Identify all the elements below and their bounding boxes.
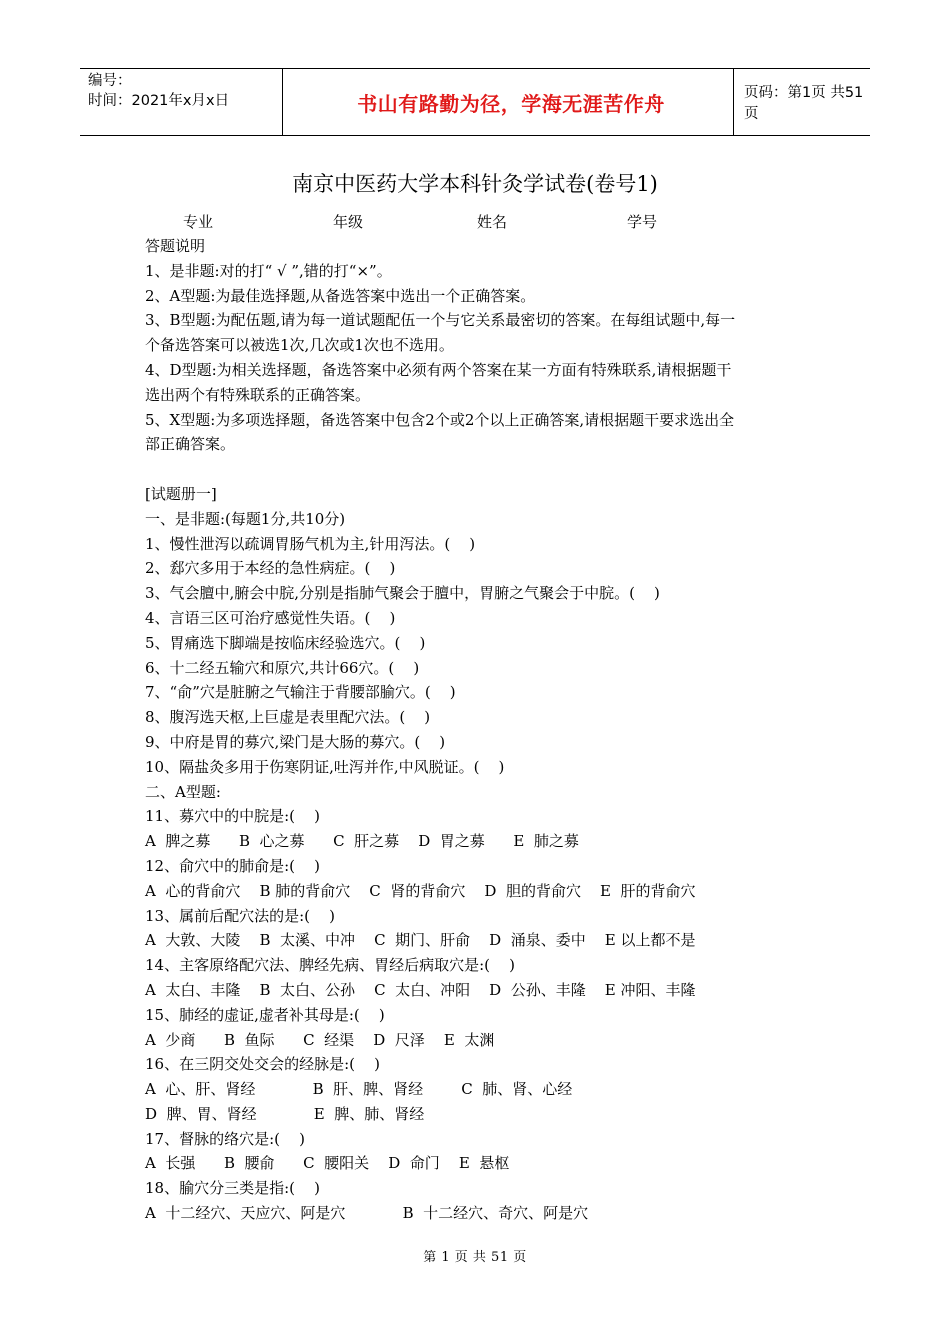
text-line: 5、X型题:为多项选择题，备选答案中包含2个或2个以上正确答案,请根据题干要求选出全 [145, 410, 735, 429]
header-page-cell [734, 69, 870, 135]
header-motto-cell [282, 69, 734, 135]
text-line: 1、慢性泄泻以疏调胃肠气机为主,针用泻法。( ) [145, 534, 476, 553]
text-line: 6、十二经五输穴和原穴,共计66穴。( ) [145, 658, 420, 677]
text-line: 13、属前后配穴法的是:( ) [145, 906, 335, 925]
text-line: A 太白、丰隆 B 太白、公孙 C 太白、冲阳 D 公孙、丰隆 E 冲阳、丰隆 [145, 980, 696, 999]
text-line: 3、气会膻中,腑会中脘,分别是指肺气聚会于膻中，胃腑之气聚会于中脘。( ) [145, 584, 660, 603]
text-line: 2、郄穴多用于本经的急性病症。( ) [145, 559, 396, 578]
major-field: 专业 [183, 213, 214, 231]
text-line: A 长强 B 腰俞 C 腰阳关 D 命门 E 悬枢 [145, 1154, 510, 1173]
text-line: 10、隔盐灸多用于伤寒阴证,吐泻并作,中风脱证。( ) [145, 757, 505, 776]
text-line: A 十二经穴、天应穴、阿是穴 B 十二经穴、奇穴、阿是穴 [145, 1204, 589, 1223]
text-line: A 大敦、大陵 B 太溪、中冲 C 期门、肝俞 D 涌泉、委中 E 以上都不是 [145, 931, 696, 950]
page-label: 页码：第1页 共51页 [744, 85, 864, 122]
text-line: 4、D型题:为相关选择题，备选答案中必须有两个答案在某一方面有特殊联系,请根据题干 [145, 360, 732, 379]
text-line: 15、肺经的虚证,虚者补其母是:( ) [145, 1005, 385, 1024]
text-line: 8、腹泻选天枢,上巨虚是表里配穴法。( ) [145, 708, 431, 727]
text-line: A 脾之募 B 心之募 C 肝之募 D 胃之募 E 肺之募 [145, 832, 579, 851]
text-line: 选出两个有特殊联系的正确答案。 [145, 385, 371, 404]
text-line: 7、“俞”穴是脏腑之气输注于背腰部腧穴。( ) [145, 683, 456, 702]
text-line: A 心的背俞穴 B 肺的背俞穴 C 肾的背俞穴 D 胆的背俞穴 E 肝的背俞穴 [145, 881, 696, 900]
text-line: 一、是非题:(每题1分,共10分) [145, 509, 346, 528]
text-line: 16、在三阴交处交会的经脉是:( ) [145, 1055, 380, 1074]
page-title: 南京中医药大学本科针灸学试卷(卷号1) [292, 172, 658, 196]
page-header [80, 68, 870, 136]
blank-line [145, 457, 810, 482]
text-line: A 少商 B 鱼际 C 经渠 D 尺泽 E 太渊 [145, 1030, 495, 1049]
name-field: 姓名 [477, 213, 508, 231]
student-fields [0, 210, 950, 234]
text-line: 17、督脉的络穴是:( ) [145, 1129, 305, 1148]
text-line: 1、是非题:对的打“ √ ”,错的打“×”。 [145, 261, 392, 280]
text-line: [试题册一] [145, 484, 217, 503]
text-line: 部正确答案。 [145, 435, 236, 454]
text-line: 2、A型题:为最佳选择题,从备选答案中选出一个正确答案。 [145, 286, 536, 305]
text-line: A 心、肝、肾经 B 肝、脾、肾经 C 肺、肾、心经 [145, 1080, 573, 1099]
header-info [80, 69, 282, 135]
exam-content [145, 234, 810, 1226]
text-line: 5、胃痛选下脚端是按临床经验选穴。( ) [145, 633, 426, 652]
text-line: 个备选答案可以被选1次,几次或1次也不选用。 [145, 336, 454, 355]
text-line: 14、主客原络配穴法、脾经先病、胃经后病取穴是:( ) [145, 956, 515, 975]
text-line: 9、中府是胃的募穴,梁门是大肠的募穴。( ) [145, 732, 446, 751]
grade-field: 年级 [333, 213, 364, 231]
number-label: 编号： [88, 73, 132, 89]
text-line: 3、B型题:为配伍题,请为每一道试题配伍一个与它关系最密切的答案。在每组试题中,每一 [145, 311, 736, 330]
text-line: 12、俞穴中的肺俞是:( ) [145, 856, 320, 875]
page-footer: 第 1 页 共 51 页 [423, 1250, 527, 1265]
student-id-field: 学号 [627, 213, 658, 231]
time-label: 时间：2021年x月x日 [88, 93, 230, 109]
text-line: 4、言语三区可治疗感觉性失语。( ) [145, 608, 396, 627]
motto: 书山有路勤为径，学海无涯苦作舟 [357, 91, 665, 116]
text-line: 二、A型题: [145, 782, 221, 801]
text-line: 18、腧穴分三类是指:( ) [145, 1179, 320, 1198]
text-line: 答题说明 [145, 237, 206, 255]
text-line: D 脾、胃、肾经 E 脾、肺、肾经 [145, 1104, 425, 1123]
text-line: 11、募穴中的中脘是:( ) [145, 807, 320, 826]
